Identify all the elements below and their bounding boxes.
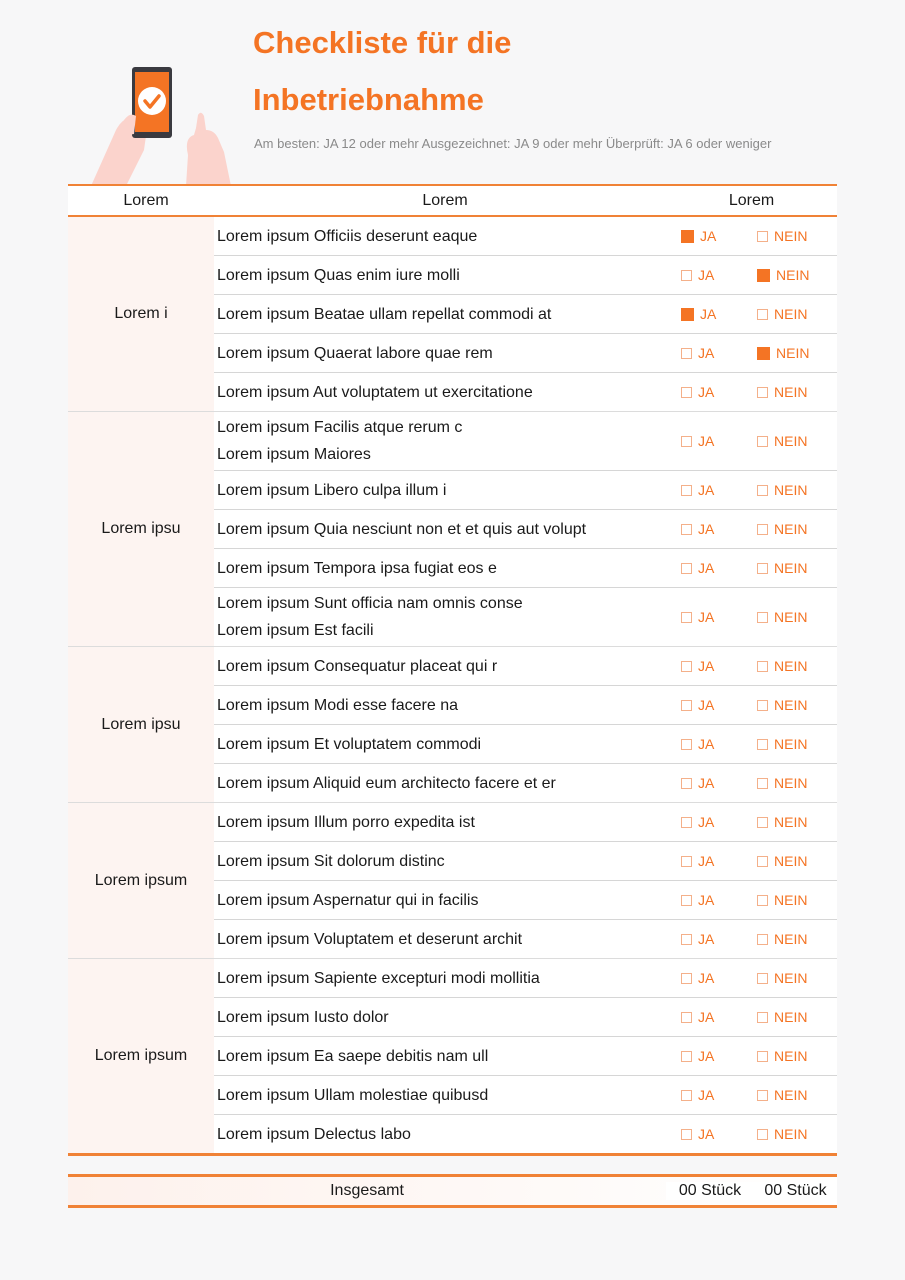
unchecked-box-icon[interactable] xyxy=(757,739,768,750)
header-item: Lorem xyxy=(422,191,468,209)
unchecked-box-icon[interactable] xyxy=(757,1012,768,1023)
phone-with-checkmark-icon xyxy=(86,60,236,186)
nein-checkbox[interactable] xyxy=(757,658,837,674)
ja-label: JA xyxy=(698,433,715,449)
nein-label: NEIN xyxy=(774,697,808,713)
ja-label: JA xyxy=(698,609,715,625)
nein-label: NEIN xyxy=(774,775,808,791)
nein-checkbox[interactable] xyxy=(757,306,837,322)
nein-label: NEIN xyxy=(774,521,808,537)
unchecked-box-icon[interactable] xyxy=(757,817,768,828)
item-text xyxy=(217,590,656,644)
item-text xyxy=(217,555,656,582)
table-row xyxy=(214,881,837,920)
item-text-line: Lorem ipsum Et voluptatem commodi xyxy=(217,735,482,753)
item-text xyxy=(217,965,656,992)
nein-checkbox[interactable] xyxy=(757,1048,837,1064)
category-label: Lorem ipsum xyxy=(68,959,214,1153)
category-items xyxy=(214,647,837,802)
item-text-line: Lorem ipsum Aliquid eum architecto facere et er xyxy=(217,774,556,792)
ja-label: JA xyxy=(698,931,715,947)
nein-checkbox[interactable] xyxy=(757,931,837,947)
nein-checkbox[interactable] xyxy=(757,892,837,908)
unchecked-box-icon[interactable] xyxy=(681,524,692,535)
ja-label: JA xyxy=(700,306,717,322)
table-row xyxy=(214,412,837,471)
unchecked-box-icon[interactable] xyxy=(681,270,692,281)
item-text xyxy=(217,1082,656,1109)
total-ja-count: 00 Stück xyxy=(666,1182,754,1200)
ja-checkbox[interactable] xyxy=(656,658,757,674)
nein-label: NEIN xyxy=(774,892,808,908)
category-label: Lorem ipsu xyxy=(68,412,214,646)
table-row xyxy=(214,647,837,686)
header-category: Lorem xyxy=(123,191,169,209)
item-text xyxy=(217,301,656,328)
ja-checkbox[interactable] xyxy=(656,384,757,400)
table-row xyxy=(214,549,837,588)
page-title xyxy=(253,14,511,128)
item-text xyxy=(217,262,656,289)
item-text-line: Lorem ipsum Sapiente excepturi modi mollitia xyxy=(217,969,540,987)
nein-label: NEIN xyxy=(776,267,810,283)
nein-checkbox[interactable] xyxy=(757,736,837,752)
nein-checkbox[interactable] xyxy=(757,609,837,625)
unchecked-box-icon[interactable] xyxy=(757,231,768,242)
unchecked-box-icon[interactable] xyxy=(681,817,692,828)
nein-label: NEIN xyxy=(774,384,808,400)
item-text-line: Lorem ipsum Delectus labo xyxy=(217,1125,411,1143)
unchecked-box-icon[interactable] xyxy=(681,778,692,789)
unchecked-box-icon[interactable] xyxy=(757,1051,768,1062)
item-text xyxy=(217,770,656,797)
table-row xyxy=(214,1076,837,1115)
item-text xyxy=(217,692,656,719)
table-row xyxy=(214,920,837,958)
checked-box-icon[interactable] xyxy=(681,308,694,321)
category-group xyxy=(68,412,837,647)
ja-label: JA xyxy=(698,1009,715,1025)
ja-checkbox[interactable] xyxy=(656,853,757,869)
ja-checkbox[interactable] xyxy=(656,609,757,625)
nein-label: NEIN xyxy=(774,560,808,576)
checklist-table xyxy=(68,184,837,1156)
unchecked-box-icon[interactable] xyxy=(681,739,692,750)
item-text xyxy=(217,809,656,836)
checked-box-icon[interactable] xyxy=(757,269,770,282)
unchecked-box-icon[interactable] xyxy=(681,485,692,496)
item-text-line: Lorem ipsum Sit dolorum distinc xyxy=(217,852,445,870)
item-text xyxy=(217,340,656,367)
item-text-line: Lorem ipsum Libero culpa illum i xyxy=(217,481,447,499)
nein-checkbox[interactable] xyxy=(757,1087,837,1103)
item-text-line: Lorem ipsum Iusto dolor xyxy=(217,1008,389,1026)
table-row xyxy=(214,334,837,373)
unchecked-box-icon[interactable] xyxy=(681,1129,692,1140)
ja-checkbox[interactable] xyxy=(656,1009,757,1025)
table-row xyxy=(214,373,837,411)
nein-label: NEIN xyxy=(774,853,808,869)
ja-label: JA xyxy=(698,1087,715,1103)
ja-checkbox[interactable] xyxy=(656,560,757,576)
ja-checkbox[interactable] xyxy=(656,970,757,986)
header-answer: Lorem xyxy=(728,191,775,209)
unchecked-box-icon[interactable] xyxy=(757,1090,768,1101)
ja-checkbox[interactable] xyxy=(656,931,757,947)
ja-label: JA xyxy=(698,521,715,537)
nein-checkbox[interactable] xyxy=(757,560,837,576)
nein-checkbox[interactable] xyxy=(757,775,837,791)
category-label: Lorem ipsum xyxy=(68,803,214,958)
unchecked-box-icon[interactable] xyxy=(681,856,692,867)
ja-checkbox[interactable] xyxy=(656,306,757,322)
nein-checkbox[interactable] xyxy=(757,697,837,713)
table-header xyxy=(68,184,837,217)
item-text xyxy=(217,477,656,504)
total-row xyxy=(68,1174,837,1208)
nein-checkbox[interactable] xyxy=(757,267,837,283)
ja-checkbox[interactable] xyxy=(656,482,757,498)
table-body xyxy=(68,217,837,1153)
table-row xyxy=(214,803,837,842)
ja-checkbox[interactable] xyxy=(656,697,757,713)
table-row xyxy=(214,764,837,802)
ja-label: JA xyxy=(698,736,715,752)
item-text xyxy=(217,379,656,406)
title-line-1: Checkliste für die xyxy=(253,25,512,60)
unchecked-box-icon[interactable] xyxy=(757,661,768,672)
item-text-line: Lorem ipsum Maiores xyxy=(217,446,371,463)
total-nein-count: 00 Stück xyxy=(754,1182,837,1200)
unchecked-box-icon[interactable] xyxy=(757,895,768,906)
unchecked-box-icon[interactable] xyxy=(681,700,692,711)
ja-checkbox[interactable] xyxy=(656,736,757,752)
unchecked-box-icon[interactable] xyxy=(681,661,692,672)
nein-checkbox[interactable] xyxy=(757,814,837,830)
ja-label: JA xyxy=(698,892,715,908)
ja-label: JA xyxy=(698,775,715,791)
category-items xyxy=(214,217,837,411)
ja-label: JA xyxy=(700,228,717,244)
unchecked-box-icon[interactable] xyxy=(757,436,768,447)
item-text-line: Lorem ipsum Ullam molestiae quibusd xyxy=(217,1086,489,1104)
item-text-line: Lorem ipsum Quia nesciunt non et et quis aut volupt xyxy=(217,520,587,538)
nein-label: NEIN xyxy=(774,1009,808,1025)
nein-checkbox[interactable] xyxy=(757,1009,837,1025)
nein-label: NEIN xyxy=(774,1048,808,1064)
item-text-line: Lorem ipsum Est facili xyxy=(217,622,374,639)
table-row xyxy=(214,471,837,510)
ja-label: JA xyxy=(698,482,715,498)
nein-label: NEIN xyxy=(776,345,810,361)
item-text xyxy=(217,1121,656,1148)
item-text-line: Lorem ipsum Modi esse facere na xyxy=(217,696,458,714)
title-line-2: Inbetriebnahme xyxy=(253,82,484,117)
item-text-line: Lorem ipsum Beatae ullam repellat commodi at xyxy=(217,305,552,323)
ja-label: JA xyxy=(698,1126,715,1142)
ja-label: JA xyxy=(698,1048,715,1064)
unchecked-box-icon[interactable] xyxy=(757,387,768,398)
ja-checkbox[interactable] xyxy=(656,1087,757,1103)
ja-checkbox[interactable] xyxy=(656,228,757,244)
unchecked-box-icon[interactable] xyxy=(681,1090,692,1101)
checked-box-icon[interactable] xyxy=(757,347,770,360)
nein-checkbox[interactable] xyxy=(757,384,837,400)
nein-checkbox[interactable] xyxy=(757,228,837,244)
category-items xyxy=(214,959,837,1153)
nein-checkbox[interactable] xyxy=(757,521,837,537)
category-items xyxy=(214,412,837,646)
category-label: Lorem i xyxy=(68,217,214,411)
table-row xyxy=(214,510,837,549)
unchecked-box-icon[interactable] xyxy=(681,1012,692,1023)
unchecked-box-icon[interactable] xyxy=(757,934,768,945)
nein-label: NEIN xyxy=(774,658,808,674)
nein-label: NEIN xyxy=(774,814,808,830)
table-row xyxy=(214,842,837,881)
ja-checkbox[interactable] xyxy=(656,267,757,283)
unchecked-box-icon[interactable] xyxy=(757,856,768,867)
item-text xyxy=(217,926,656,953)
item-text-line: Lorem ipsum Voluptatem et deserunt archit xyxy=(217,930,523,948)
nein-label: NEIN xyxy=(774,1087,808,1103)
unchecked-box-icon[interactable] xyxy=(757,563,768,574)
item-text xyxy=(217,1004,656,1031)
unchecked-box-icon[interactable] xyxy=(681,934,692,945)
unchecked-box-icon[interactable] xyxy=(681,895,692,906)
nein-label: NEIN xyxy=(774,228,808,244)
ja-checkbox[interactable] xyxy=(656,345,757,361)
nein-checkbox[interactable] xyxy=(757,345,837,361)
unchecked-box-icon[interactable] xyxy=(757,973,768,984)
table-row xyxy=(214,1037,837,1076)
item-text-line: Lorem ipsum Tempora ipsa fugiat eos e xyxy=(217,559,497,577)
unchecked-box-icon[interactable] xyxy=(757,1129,768,1140)
item-text-line: Lorem ipsum Illum porro expedita ist xyxy=(217,813,475,831)
category-group xyxy=(68,647,837,803)
item-text-line: Lorem ipsum Aspernatur qui in facilis xyxy=(217,891,479,909)
unchecked-box-icon[interactable] xyxy=(757,778,768,789)
item-text xyxy=(217,848,656,875)
nein-label: NEIN xyxy=(774,736,808,752)
unchecked-box-icon[interactable] xyxy=(757,700,768,711)
unchecked-box-icon[interactable] xyxy=(681,436,692,447)
category-group xyxy=(68,803,837,959)
ja-checkbox[interactable] xyxy=(656,1126,757,1142)
item-text-line: Lorem ipsum Consequatur placeat qui r xyxy=(217,657,498,675)
nein-label: NEIN xyxy=(774,306,808,322)
nein-label: NEIN xyxy=(774,1126,808,1142)
item-text-line: Lorem ipsum Quaerat labore quae rem xyxy=(217,344,493,362)
ja-checkbox[interactable] xyxy=(656,433,757,449)
item-text xyxy=(217,223,656,250)
unchecked-box-icon[interactable] xyxy=(757,612,768,623)
ja-label: JA xyxy=(698,658,715,674)
item-text-line: Lorem ipsum Ea saepe debitis nam ull xyxy=(217,1047,489,1065)
unchecked-box-icon[interactable] xyxy=(757,485,768,496)
unchecked-box-icon[interactable] xyxy=(681,1051,692,1062)
item-text-line: Lorem ipsum Quas enim iure molli xyxy=(217,266,460,284)
category-items xyxy=(214,803,837,958)
nein-checkbox[interactable] xyxy=(757,433,837,449)
category-group xyxy=(68,959,837,1153)
ja-checkbox[interactable] xyxy=(656,892,757,908)
ja-label: JA xyxy=(698,560,715,576)
ja-label: JA xyxy=(698,345,715,361)
item-text xyxy=(217,887,656,914)
item-text-line: Lorem ipsum Officiis deserunt eaque xyxy=(217,227,478,245)
item-text xyxy=(217,414,656,468)
ja-checkbox[interactable] xyxy=(656,775,757,791)
nein-label: NEIN xyxy=(774,482,808,498)
nein-checkbox[interactable] xyxy=(757,482,837,498)
category-label: Lorem ipsu xyxy=(68,647,214,802)
table-row xyxy=(214,295,837,334)
item-text-line: Lorem ipsum Aut voluptatem ut exercitatione xyxy=(217,383,533,401)
table-row xyxy=(214,686,837,725)
checked-box-icon[interactable] xyxy=(681,230,694,243)
table-row xyxy=(214,998,837,1037)
nein-label: NEIN xyxy=(774,433,808,449)
table-row xyxy=(214,588,837,646)
nein-label: NEIN xyxy=(774,609,808,625)
unchecked-box-icon[interactable] xyxy=(681,348,692,359)
unchecked-box-icon[interactable] xyxy=(681,612,692,623)
page-header xyxy=(0,0,905,186)
item-text-line: Lorem ipsum Facilis atque rerum c xyxy=(217,419,463,436)
table-bottom-rule xyxy=(68,1153,837,1156)
nein-checkbox[interactable] xyxy=(757,970,837,986)
ja-checkbox[interactable] xyxy=(656,521,757,537)
ja-label: JA xyxy=(698,853,715,869)
unchecked-box-icon[interactable] xyxy=(681,973,692,984)
nein-checkbox[interactable] xyxy=(757,853,837,869)
total-label: Insgesamt xyxy=(330,1182,404,1199)
item-text xyxy=(217,731,656,758)
ja-label: JA xyxy=(698,697,715,713)
nein-label: NEIN xyxy=(774,931,808,947)
table-row xyxy=(214,256,837,295)
category-group xyxy=(68,217,837,412)
item-text xyxy=(217,653,656,680)
unchecked-box-icon[interactable] xyxy=(757,524,768,535)
unchecked-box-icon[interactable] xyxy=(757,309,768,320)
table-row xyxy=(214,1115,837,1153)
ja-label: JA xyxy=(698,267,715,283)
nein-label: NEIN xyxy=(774,970,808,986)
nein-checkbox[interactable] xyxy=(757,1126,837,1142)
table-row xyxy=(214,959,837,998)
item-text-line: Lorem ipsum Sunt officia nam omnis conse xyxy=(217,595,523,612)
item-text xyxy=(217,516,656,543)
ja-checkbox[interactable] xyxy=(656,1048,757,1064)
unchecked-box-icon[interactable] xyxy=(681,387,692,398)
ja-label: JA xyxy=(698,970,715,986)
unchecked-box-icon[interactable] xyxy=(681,563,692,574)
table-row xyxy=(214,217,837,256)
ja-label: JA xyxy=(698,814,715,830)
table-row xyxy=(214,725,837,764)
rating-legend: Am besten: JA 12 oder mehr Ausgezeichnet: JA 9 oder mehr Überprüft: JA 6 oder weniger xyxy=(254,136,772,151)
ja-checkbox[interactable] xyxy=(656,814,757,830)
item-text xyxy=(217,1043,656,1070)
ja-label: JA xyxy=(698,384,715,400)
